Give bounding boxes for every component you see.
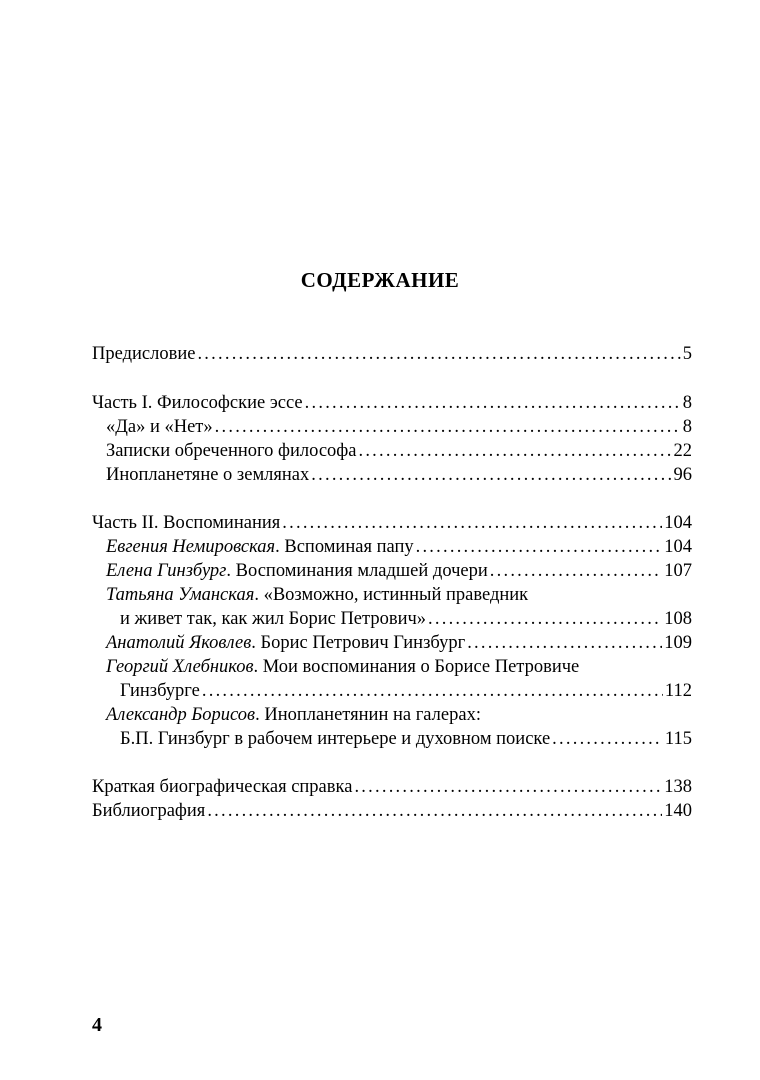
leader-dots xyxy=(358,439,671,463)
toc-entry-author: Анатолий Яковлев xyxy=(106,633,252,653)
leader-dots xyxy=(416,535,663,559)
toc-entry-yakovlev xyxy=(106,631,692,655)
toc-entry-page: 115 xyxy=(664,729,692,749)
toc-entry-title xyxy=(106,559,488,583)
toc-entry-page: 104 xyxy=(664,513,692,533)
leader-dots xyxy=(354,775,662,799)
toc-entry-title xyxy=(106,631,465,655)
toc-entry-continuation: и живет так, как жил Борис Петрович» xyxy=(120,609,427,629)
toc-entry-da-net xyxy=(106,415,692,439)
toc-entry-borisov-line1 xyxy=(106,703,481,727)
toc-entry-page: 108 xyxy=(664,609,692,629)
toc-entry-title: Записки обреченного философа xyxy=(106,441,357,461)
toc-entry-ginzburg-elena xyxy=(106,559,692,583)
toc-entry-part-1 xyxy=(92,391,692,415)
leader-dots xyxy=(202,679,663,703)
toc-entry-continuation: Б.П. Гинзбург в рабочем интерьере и духовном поиске xyxy=(120,729,551,749)
leader-dots xyxy=(428,607,662,631)
toc-entry-continuation: Гинзбурге xyxy=(120,681,200,701)
toc-entry-author: Георгий Хлебников xyxy=(106,657,254,677)
toc-entry-biography xyxy=(92,775,692,799)
toc-entry-inoplanetyane xyxy=(106,463,692,487)
toc-entry-page: 8 xyxy=(682,393,692,413)
toc-entry-page: 22 xyxy=(673,441,692,461)
toc-entry-title: Предисловие xyxy=(92,344,196,364)
leader-dots xyxy=(282,511,662,535)
leader-dots xyxy=(467,631,662,655)
toc-entry-work: . Вспоминая папу xyxy=(275,537,414,557)
leader-dots xyxy=(207,799,662,823)
toc-entry-title: Часть I. Философские эссе xyxy=(92,393,303,413)
leader-dots xyxy=(215,415,681,439)
toc-entry-work: . Инопланетянин на галерах: xyxy=(255,705,481,725)
leader-dots xyxy=(197,342,680,366)
toc-entry-author: Евгения Немировская xyxy=(106,537,276,557)
toc-entry-page: 107 xyxy=(664,561,692,581)
toc-entry-work: . Мои воспоминания о Борисе Петровиче xyxy=(253,657,580,677)
toc-entry-page: 5 xyxy=(682,344,692,364)
toc-entry-title: Краткая биографическая справка xyxy=(92,777,353,797)
toc-entry-author: Елена Гинзбург xyxy=(106,561,227,581)
contents-title: СОДЕРЖАНИЕ xyxy=(300,268,460,292)
toc-entry-borisov-line2 xyxy=(120,727,692,751)
toc-entry-umanskaya-line2 xyxy=(120,607,692,631)
page-number: 4 xyxy=(92,1014,102,1036)
toc-entry-page: 138 xyxy=(664,777,692,797)
toc-entry-work: . Борис Петрович Гинзбург xyxy=(251,633,466,653)
toc-entry-title: «Да» и «Нет» xyxy=(106,417,213,437)
toc-entry-umanskaya-line1 xyxy=(106,583,528,607)
toc-entry-page: 104 xyxy=(664,537,692,557)
toc-entry-page: 8 xyxy=(682,417,692,437)
leader-dots xyxy=(490,559,662,583)
toc-entry-title: Библиография xyxy=(92,801,206,821)
toc-entry-khlebnikov-line1 xyxy=(106,655,579,679)
toc-entry-work: . «Возможно, истинный праведник xyxy=(254,585,529,605)
leader-dots xyxy=(552,727,663,751)
toc-entry-page: 96 xyxy=(673,465,692,485)
toc-entry-author: Татьяна Уманская xyxy=(106,585,255,605)
toc-entry-page: 112 xyxy=(664,681,692,701)
toc-entry-preface xyxy=(92,342,692,366)
toc-entry-page: 109 xyxy=(664,633,692,653)
toc-entry-title: Часть II. Воспоминания xyxy=(92,513,281,533)
toc-entry-zapiski xyxy=(106,439,692,463)
toc-entry-bibliography xyxy=(92,799,692,823)
toc-entry-part-2 xyxy=(92,511,692,535)
leader-dots xyxy=(305,391,681,415)
toc-entry-title xyxy=(106,535,414,559)
leader-dots xyxy=(311,463,671,487)
toc-entry-work: . Воспоминания младшей дочери xyxy=(226,561,488,581)
toc-entry-khlebnikov-line2 xyxy=(120,679,692,703)
toc-entry-page: 140 xyxy=(664,801,692,821)
toc-entry-author: Александр Борисов xyxy=(106,705,256,725)
toc-entry-title: Инопланетяне о землянах xyxy=(106,465,310,485)
toc-entry-nemirovskaya xyxy=(106,535,692,559)
